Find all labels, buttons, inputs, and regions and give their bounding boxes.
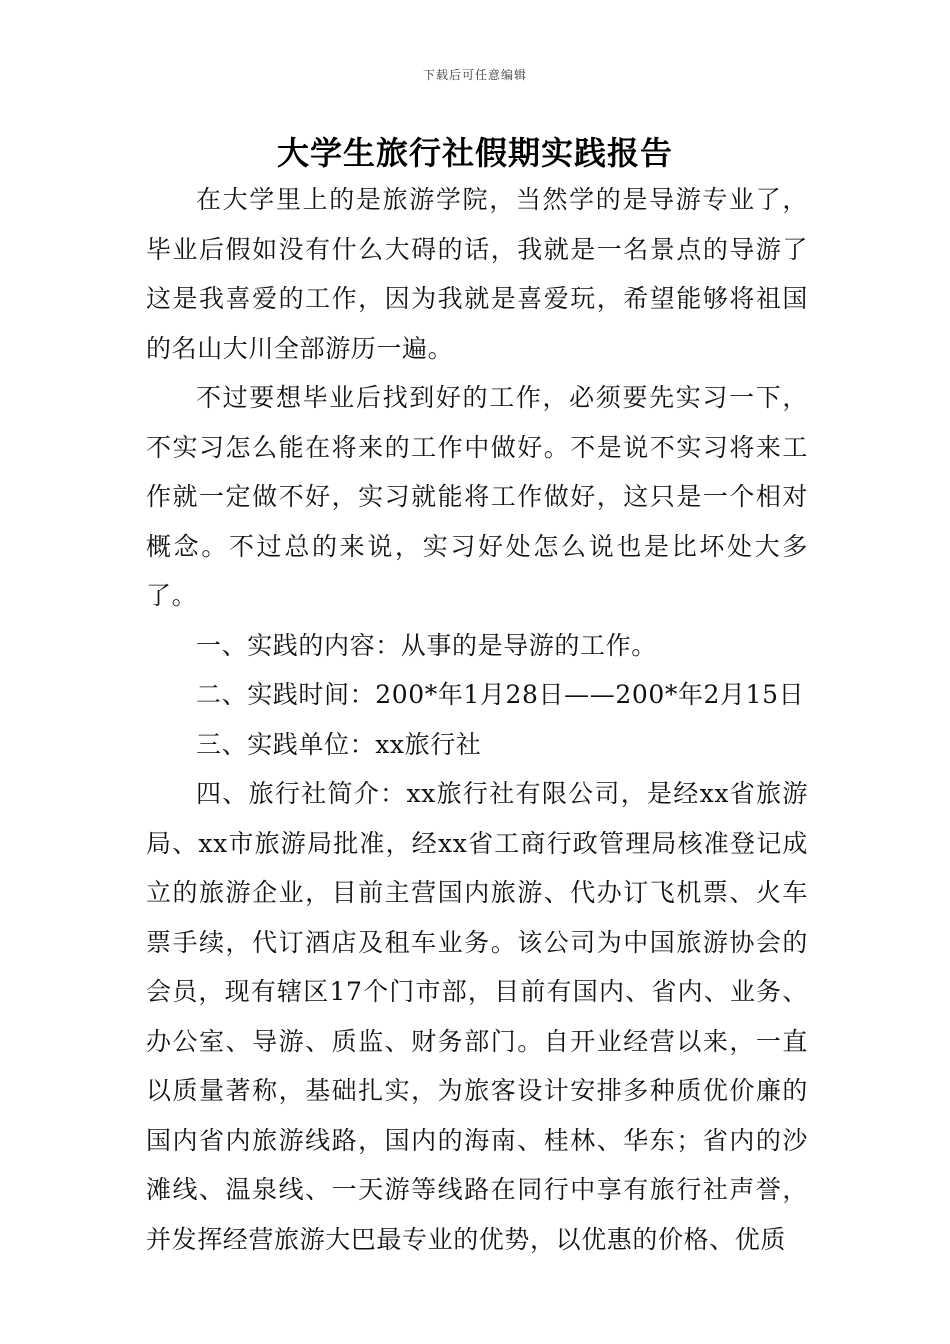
paragraph-agency-intro: 四、旅行社简介：xx旅行社有限公司，是经xx省旅游局、xx市旅游局批准，经xx省工商行政管理局核准登记成立的旅游企业，目前主营国内旅游、代办订飞机票、火车票手续，代订酒店及租车业务。该公司为中国旅游协会的会员，现有辖区17个门市部，目前有国内、省内、业务、办公室、导游、质监、财务部门。自开业经营以来，一直以质量著称，基础扎实，为旅客设计安排多种质优价廉的国内省内旅游线路，国内的海南、桂林、华东；省内的沙滩线、温泉线、一天游等线路在同行中享有旅行社声誉，并发挥经营旅游大巴最专业的优势，以优惠的价格、优质 <box>146 779 808 1254</box>
paragraph-internship-reason: 不过要想毕业后找到好的工作，必须要先实习一下，不实习怎么能在将来的工作中做好。不是说不实习将来工作就一定做不好，实习就能将工作做好，这只是一个相对概念。不过总的来说，实习好处怎么说也是比坏处大多了。 <box>146 383 808 610</box>
paragraph-practice-time: 二、实践时间：200*年1月28日——200*年2月15日 <box>196 680 805 709</box>
document-title: 大学生旅行社假期实践报告 <box>276 134 673 172</box>
paragraph-practice-content: 一、实践的内容：从事的是导游的工作。 <box>196 630 657 660</box>
header-note: 下载后可任意编辑 <box>422 68 527 82</box>
paragraph-intro: 在大学里上的是旅游学院，当然学的是导游专业了，毕业后假如没有什么大碍的话，我就是一名景点的导游了这是我喜爱的工作，因为我就是喜爱玩，希望能够将祖国的名山大川全部游历一遍。 <box>146 185 808 363</box>
document-body <box>146 175 808 1264</box>
paragraph-practice-unit: 三、实践单位：xx旅行社 <box>196 729 482 759</box>
